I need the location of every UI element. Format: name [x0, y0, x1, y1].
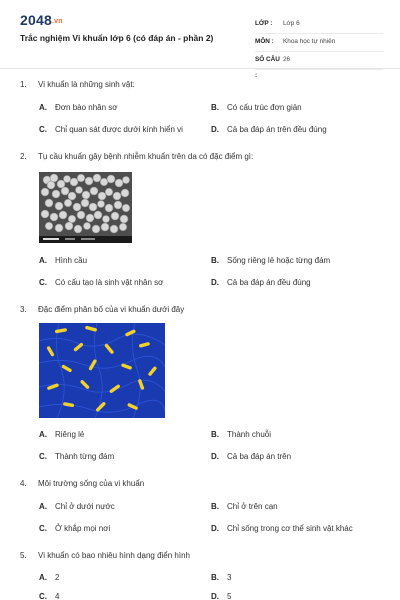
option-letter: B.: [211, 430, 219, 439]
test-title: Trắc nghiệm Vi khuẩn lớp 6 (có đáp án - phần 2): [20, 33, 214, 43]
question-5-option-d[interactable]: [211, 592, 231, 600]
question-1-option-a[interactable]: [39, 103, 118, 112]
option-text: Chỉ sống trong cơ thể sinh vật khác: [227, 524, 353, 533]
option-text: Sống riêng lẻ hoặc từng đám: [227, 256, 331, 265]
option-text: Thành từng đám: [55, 452, 115, 461]
option-letter: D.: [211, 524, 219, 533]
option-text: Chỉ quan sát được dưới kính hiển vi: [55, 125, 183, 134]
option-text: 4: [55, 592, 60, 600]
meta-value: Khoa học tự nhiên: [283, 38, 336, 45]
question-5-option-a[interactable]: [39, 573, 59, 582]
option-letter: A.: [39, 502, 47, 511]
option-letter: B.: [211, 256, 219, 265]
option-text: Thành chuỗi: [227, 430, 272, 439]
question-3-option-b[interactable]: [211, 430, 271, 439]
question-text: Môi trường sống của vi khuẩn: [38, 479, 145, 488]
option-letter: A.: [39, 256, 47, 265]
question-4: [20, 479, 144, 488]
page-header: [0, 0, 400, 79]
option-letter: D.: [211, 278, 219, 287]
option-text: Cả ba đáp án trên đều đúng: [227, 125, 327, 134]
question-2-option-a[interactable]: [39, 256, 87, 265]
question-1: [20, 80, 135, 89]
meta-label: LỚP :: [255, 20, 273, 27]
question-text: Vi khuẩn là những sinh vật:: [38, 80, 135, 89]
option-text: 5: [227, 592, 232, 600]
option-text: Hình cầu: [55, 256, 88, 265]
option-text: Cả ba đáp án đều đúng: [227, 278, 311, 287]
staphylococcus-illustration: [39, 172, 132, 243]
option-letter: B.: [211, 103, 219, 112]
question-text: Tụ cầu khuẩn gây bệnh nhiễm khuẩn trên da có đặc điểm gì:: [38, 152, 254, 161]
option-letter: C.: [39, 125, 47, 134]
question-3-option-d[interactable]: [211, 452, 291, 461]
test-meta: [255, 16, 383, 79]
option-text: Có cấu trúc đơn giản: [227, 103, 302, 112]
meta-row-class: [255, 16, 383, 34]
question-5-option-b[interactable]: [211, 573, 231, 582]
question-4-option-c[interactable]: [39, 524, 110, 533]
option-letter: D.: [211, 592, 219, 600]
option-text: Chỉ ở trên cạn: [227, 502, 278, 511]
option-text: Riêng lẻ: [55, 430, 85, 439]
question-1-option-c[interactable]: [39, 125, 183, 134]
option-letter: C.: [39, 452, 47, 461]
question-5-option-c[interactable]: [39, 592, 59, 600]
question-text: Vi khuẩn có bao nhiêu hình dạng điển hình: [38, 551, 190, 560]
logo-main: 2048: [20, 12, 52, 28]
logo-suffix: .vn: [51, 18, 63, 25]
option-letter: A.: [39, 573, 47, 582]
question-1-option-d[interactable]: [211, 125, 327, 134]
question-4-option-a[interactable]: [39, 502, 115, 511]
meta-label: MÔN :: [255, 38, 274, 45]
option-text: Chỉ ở dưới nước: [55, 502, 115, 511]
option-letter: B.: [211, 502, 219, 511]
question-2: [20, 152, 253, 161]
question-number: 2.: [20, 152, 27, 161]
meta-label: SỐ CÂU :: [255, 56, 280, 79]
bacteria-micrograph-image: [39, 172, 132, 243]
option-text: 3: [227, 573, 232, 582]
bacilli-illustration: [39, 323, 165, 418]
question-2-option-c[interactable]: [39, 278, 163, 287]
option-letter: A.: [39, 430, 47, 439]
option-letter: A.: [39, 103, 47, 112]
meta-value: 26: [283, 56, 291, 63]
question-text: Đặc điểm phân bố của vi khuẩn dưới đây: [38, 305, 185, 314]
option-letter: B.: [211, 573, 219, 582]
meta-value: Lớp 6: [283, 20, 300, 27]
option-letter: D.: [211, 452, 219, 461]
question-3-option-c[interactable]: [39, 452, 114, 461]
question-2-option-b[interactable]: [211, 256, 330, 265]
meta-row-count: [255, 52, 383, 79]
question-1-option-b[interactable]: [211, 103, 302, 112]
question-4-option-d[interactable]: [211, 524, 353, 533]
question-number: 5.: [20, 551, 27, 560]
option-letter: C.: [39, 524, 47, 533]
question-number: 3.: [20, 305, 27, 314]
meta-row-subject: [255, 34, 383, 52]
option-letter: C.: [39, 278, 47, 287]
option-text: Đơn bào nhân sơ: [55, 103, 118, 112]
option-letter: C.: [39, 592, 47, 600]
option-text: 2: [55, 573, 60, 582]
site-logo[interactable]: [20, 12, 63, 28]
option-text: Ở khắp mọi nơi: [55, 524, 111, 533]
question-2-option-d[interactable]: [211, 278, 311, 287]
option-text: Cả ba đáp án trên: [227, 452, 292, 461]
question-number: 1.: [20, 80, 27, 89]
option-text: Có cấu tạo là sinh vật nhân sơ: [55, 278, 164, 287]
option-letter: D.: [211, 125, 219, 134]
question-5: [20, 551, 190, 560]
question-3: [20, 305, 184, 314]
question-4-option-b[interactable]: [211, 502, 278, 511]
bacteria-fluorescent-image: [39, 323, 165, 418]
question-number: 4.: [20, 479, 27, 488]
question-3-option-a[interactable]: [39, 430, 84, 439]
